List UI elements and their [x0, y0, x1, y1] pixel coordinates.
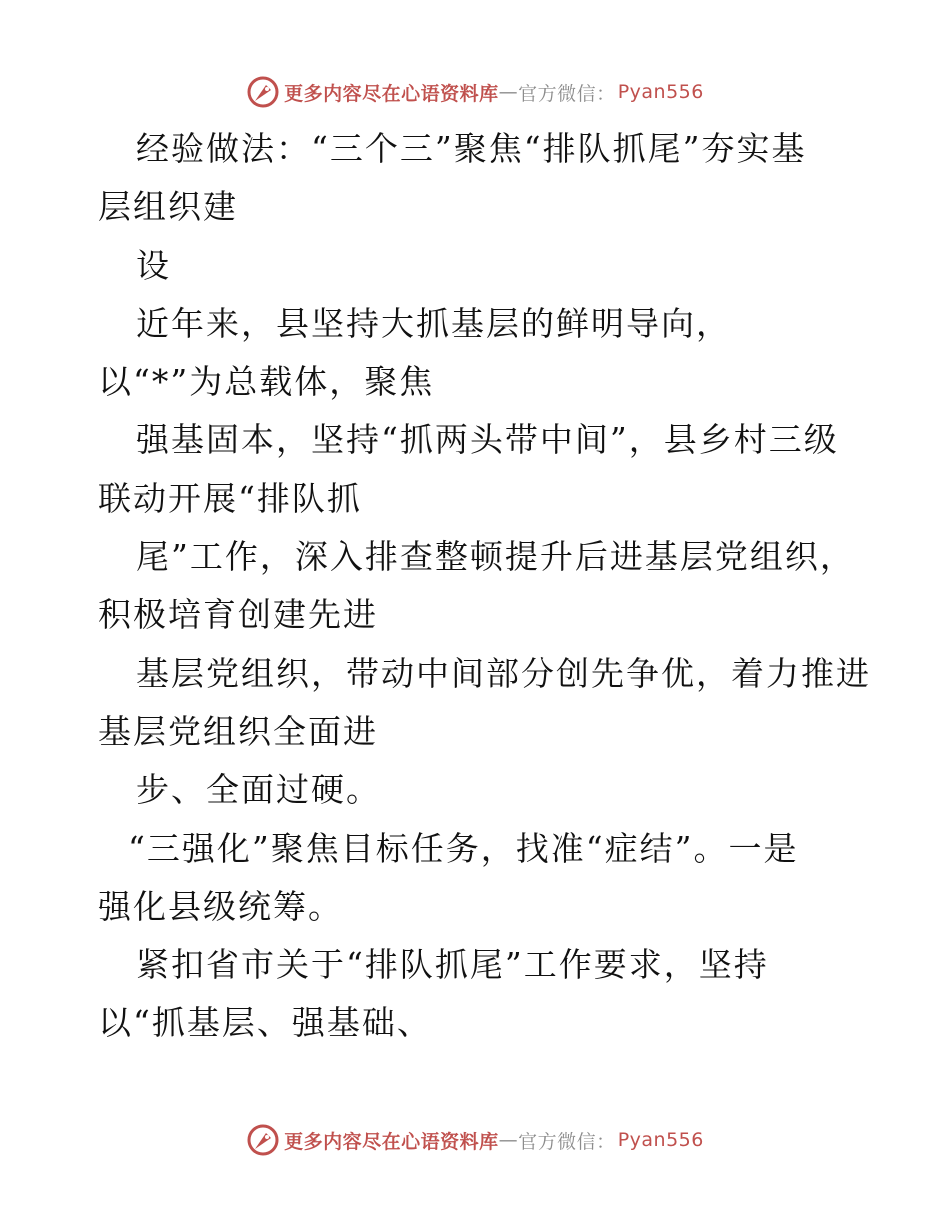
body-line: “三强化”聚焦目标任务，找准“症结”。一是	[128, 828, 799, 868]
body-line: 经验做法：“三个三”聚焦“排队抓尾”夯实基	[136, 129, 807, 168]
watermark-wechat-id: Pyan556	[617, 1129, 704, 1151]
body-line: 以“抓基层、强基础、	[98, 1003, 432, 1043]
body-line: 强基固本，坚持“抓两头带中间”，县乡村三级	[136, 420, 839, 460]
body-line: 基层党组织全面进	[98, 711, 378, 751]
watermark-wechat-id: Pyan556	[617, 81, 704, 103]
body-line: 层组织建	[98, 187, 238, 227]
watermark-dash: —	[498, 1129, 519, 1151]
body-line: 以“*”为总载体，聚焦	[98, 362, 435, 402]
body-line: 步、全面过硬。	[136, 770, 381, 810]
watermark-main-text: 更多内容尽在心语资料库	[284, 1130, 499, 1153]
document-body	[98, 120, 871, 1053]
body-line: 近年来，县坚持大抓基层的鲜明导向，	[136, 303, 731, 343]
pen-nib-icon	[246, 75, 280, 109]
footer-watermark	[0, 1120, 950, 1160]
watermark-wechat-label: 官方微信：	[518, 82, 616, 105]
body-line: 设	[136, 245, 171, 285]
body-line: 尾”工作，深入排查整顿提升后进基层党组织，	[136, 537, 855, 577]
body-line: 紧扣省市关于“排队抓尾”工作要求，坚持	[136, 945, 769, 985]
body-line: 基层党组织，带动中间部分创先争优，着力推进	[136, 653, 871, 693]
watermark-main-text: 更多内容尽在心语资料库	[284, 82, 499, 105]
header-watermark	[0, 72, 950, 112]
watermark-wechat-label: 官方微信：	[518, 1130, 616, 1153]
body-line: 强化县级统筹。	[98, 886, 343, 926]
pen-nib-icon	[246, 1123, 280, 1157]
body-line: 积极培育创建先进	[98, 595, 378, 635]
body-line: 联动开展“排队抓	[98, 478, 362, 518]
watermark-dash: —	[498, 81, 519, 103]
